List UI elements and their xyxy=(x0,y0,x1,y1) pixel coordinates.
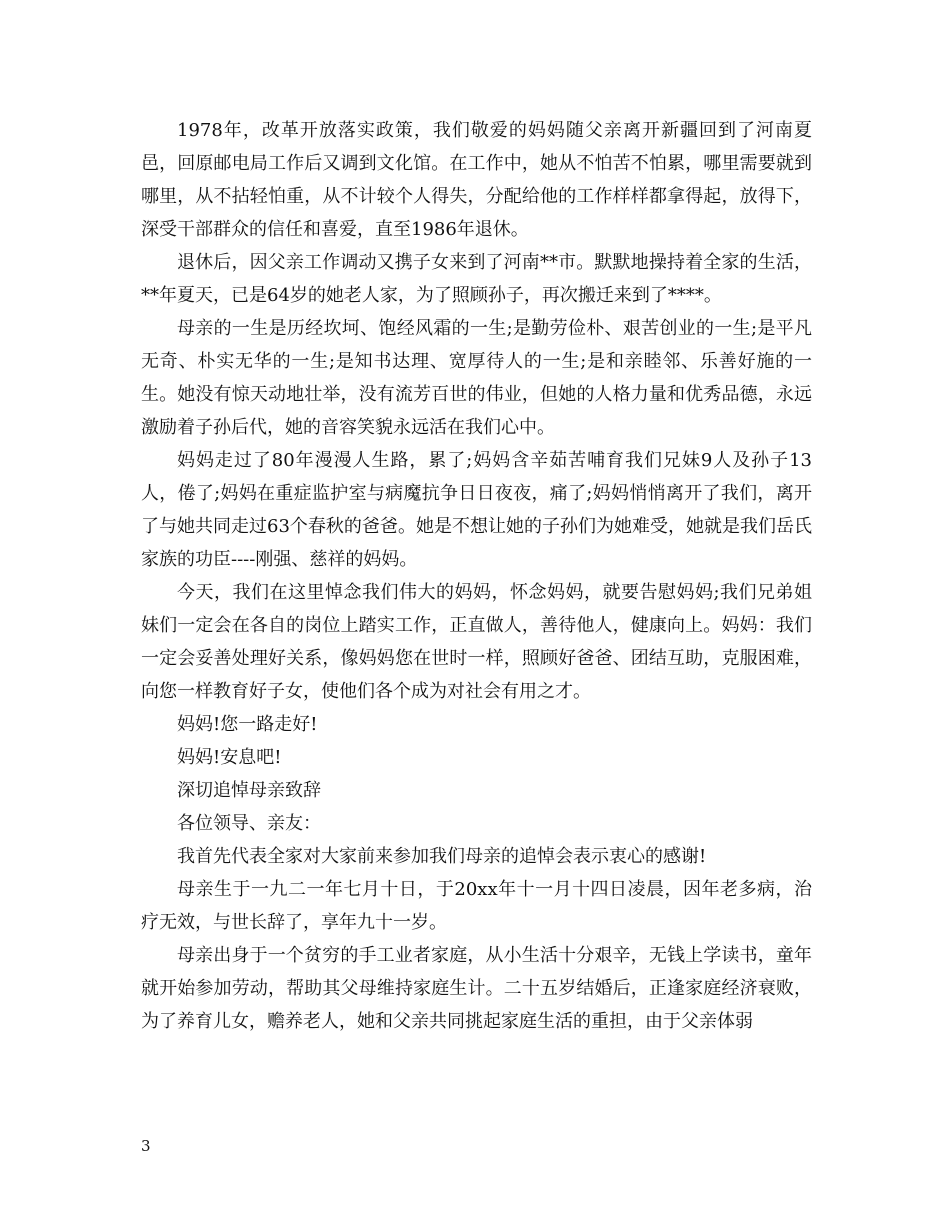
paragraph-early-life: 母亲出身于一个贫穷的手工业者家庭，从小生活十分艰辛，无钱上学读书，童年就开始参加劳动，帮助其父母维持家庭生计。二十五岁结婚后，正逢家庭经济衰败，为了养育儿女，赡养老人，她和父亲共同挑起家庭生活的重担，由于父亲体弱 xyxy=(141,945,812,1032)
paragraph-farewell-1: 妈妈!您一路走好! xyxy=(177,714,318,735)
paragraph-mother-life: 母亲的一生是历经坎坷、饱经风霜的一生;是勤劳俭朴、艰苦创业的一生;是平凡无奇、朴实无华的一生;是知书达理、宽厚待人的一生;是和亲睦邻、乐善好施的一生。她没有惊天动地壮举，没有流芳百世的伟业，但她的人格力量和优秀品德，永远激励着子孙后代，她的音容笑貌永远活在我们心中。 xyxy=(141,318,812,438)
document-body xyxy=(141,114,812,1038)
paragraph-birth-death: 母亲生于一九二一年七月十日，于20xx年十一月十四日凌晨，因年老多病，治疗无效，与世长辞了，享年九十一岁。 xyxy=(141,879,812,933)
page-number: 3 xyxy=(141,1137,151,1155)
paragraph-after-retirement: 退休后，因父亲工作调动又携子女来到了河南**市。默默地操持着全家的生活，**年夏天，已是64岁的她老人家，为了照顾孙子，再次搬迁来到了****。 xyxy=(141,252,812,306)
salutation: 各位领导、亲友： xyxy=(177,813,321,834)
paragraph-thanks: 我首先代表全家对大家前来参加我们母亲的追悼会表示衷心的感谢! xyxy=(177,846,707,867)
paragraph-eighty-years: 妈妈走过了80年漫漫人生路，累了;妈妈含辛茹苦哺育我们兄妹9人及孙子13人，倦了;妈妈在重症监护室与病魔抗争日日夜夜，痛了;妈妈悄悄离开了我们，离开了与她共同走过63个春秋的爸爸。她是不想让她的子孙们为她难受，她就是我们岳氏家族的功臣----刚强、慈祥的妈妈。 xyxy=(141,450,812,570)
paragraph-retirement-1978: 1978年，改革开放落实政策，我们敬爱的妈妈随父亲离开新疆回到了河南夏邑，回原邮电局工作后又调到文化馆。在工作中，她从不怕苦不怕累，哪里需要就到哪里，从不拈轻怕重，从不计较个人得失，分配给他的工作样样都拿得起，放得下，深受干部群众的信任和喜爱，直至1986年退休。 xyxy=(141,120,812,240)
paragraph-farewell-2: 妈妈!安息吧! xyxy=(177,747,282,768)
section-title: 深切追悼母亲致辞 xyxy=(177,780,321,801)
paragraph-today-mourning: 今天，我们在这里悼念我们伟大的妈妈，怀念妈妈，就要告慰妈妈;我们兄弟姐妹们一定会在各自的岗位上踏实工作，正直做人，善待他人，健康向上。妈妈：我们一定会妥善处理好关系，像妈妈您在世时一样，照顾好爸爸、团结互助，克服困难，向您一样教育好子女，使他们各个成为对社会有用之才。 xyxy=(141,582,812,702)
